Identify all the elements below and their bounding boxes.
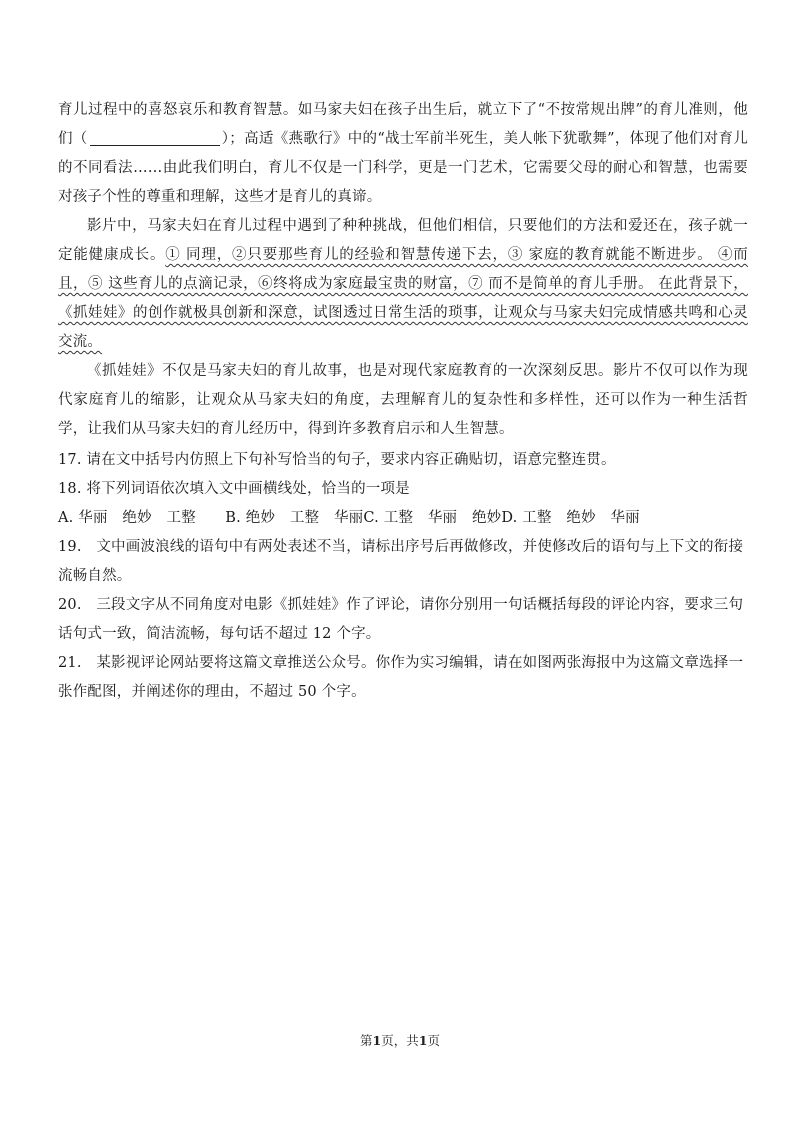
question-17: 17. 请在文中括号内仿照上下句补写恰当的句子，要求内容正确贴切，语意完整连贯。 xyxy=(58,452,616,468)
footer-total-pages: 1 xyxy=(418,1033,428,1048)
question-18-options: A. 华丽 绝妙 工整 B. 绝妙 工整 华丽C. 工整 华丽 绝妙D. 工整 绝妙 华丽 xyxy=(58,510,640,526)
question-18: 18. 将下列词语依次填入文中画横线处，恰当的一项是 xyxy=(58,481,410,497)
footer-suffix: 页 xyxy=(427,1033,440,1048)
paragraph-1-post-blank: ）；高适《燕歌行》中的“战士军前半死生，美人帐下犹歌舞”，体现了他们对育儿的不同看法……由此我们明白，育儿不仅是一门科学，更是一门艺术，它需要父母的耐心和智慧，也需要对孩子个性的尊重和理解，这些才是育儿的真谛。 xyxy=(58,131,748,205)
paragraph-2 xyxy=(58,212,748,357)
footer-prefix: 第 xyxy=(360,1033,373,1048)
paragraph-1-line-1: 育儿过程中的喜怒哀乐和教育智慧。如马家夫妇在孩子出生后，就立下了“不按常规出牌”的育儿准则， xyxy=(58,102,734,118)
footer-middle: 页，共 xyxy=(381,1033,419,1048)
fill-in-blank[interactable] xyxy=(90,131,220,146)
paragraph-1 xyxy=(58,96,748,212)
paragraph-2-plain: 影片中，马家夫妇在育儿过程中遇到了种种挑战，但他们相信，只要他们的方法和爱还在，孩子就一定能健康成长。 xyxy=(58,218,748,263)
paragraph-2-wavy-underlined: ① 同理，②只要那些育儿的经验和智慧传递下去，③ 家庭的教育就能不断进步。 ④而且，⑤ 这些育儿的点滴记录，⑥终将成为家庭最宝贵的财富，⑦ 而不是简单的育儿手册。 在此背景下，《抓娃娃》的创作就极具创新和深意，试图透过日常生活的琐事，让观众与马家夫妇完成情感共鸣和心灵交流。 xyxy=(58,247,748,350)
paragraph-3: 《抓娃娃》不仅是马家夫妇的育儿故事，也是对现代家庭教育的一次深刻反思。影片不仅可以作为现代家庭育儿的缩影，让观众从马家夫妇的角度，去理解育儿的复杂性和多样性，还可以作为一种生活哲学，让我们从马家夫妇的育儿经历中，得到许多教育启示和人生智慧。 xyxy=(58,363,748,437)
page-footer xyxy=(0,1031,800,1049)
question-21: 21. 某影视评论网站要将这篇文章推送公众号。你作为实习编辑，请在如图两张海报中为这篇文章选择一张作配图，并阐述你的理由，不超过 50 个字。 xyxy=(58,655,744,700)
question-19: 19. 文中画波浪线的语句中有两处表述不当，请标出序号后再做修改，并使修改后的语句与上下文的衔接流畅自然。 xyxy=(58,539,744,584)
document-body xyxy=(58,96,748,707)
paragraph-1-pre-blank: 他们（ xyxy=(58,102,748,147)
question-20: 20. 三段文字从不同角度对电影《抓娃娃》作了评论，请你分别用一句话概括每段的评论内容，要求三句话句式一致，简洁流畅，每句话不超过 12 个字。 xyxy=(58,597,744,642)
footer-page-number: 1 xyxy=(372,1033,382,1048)
